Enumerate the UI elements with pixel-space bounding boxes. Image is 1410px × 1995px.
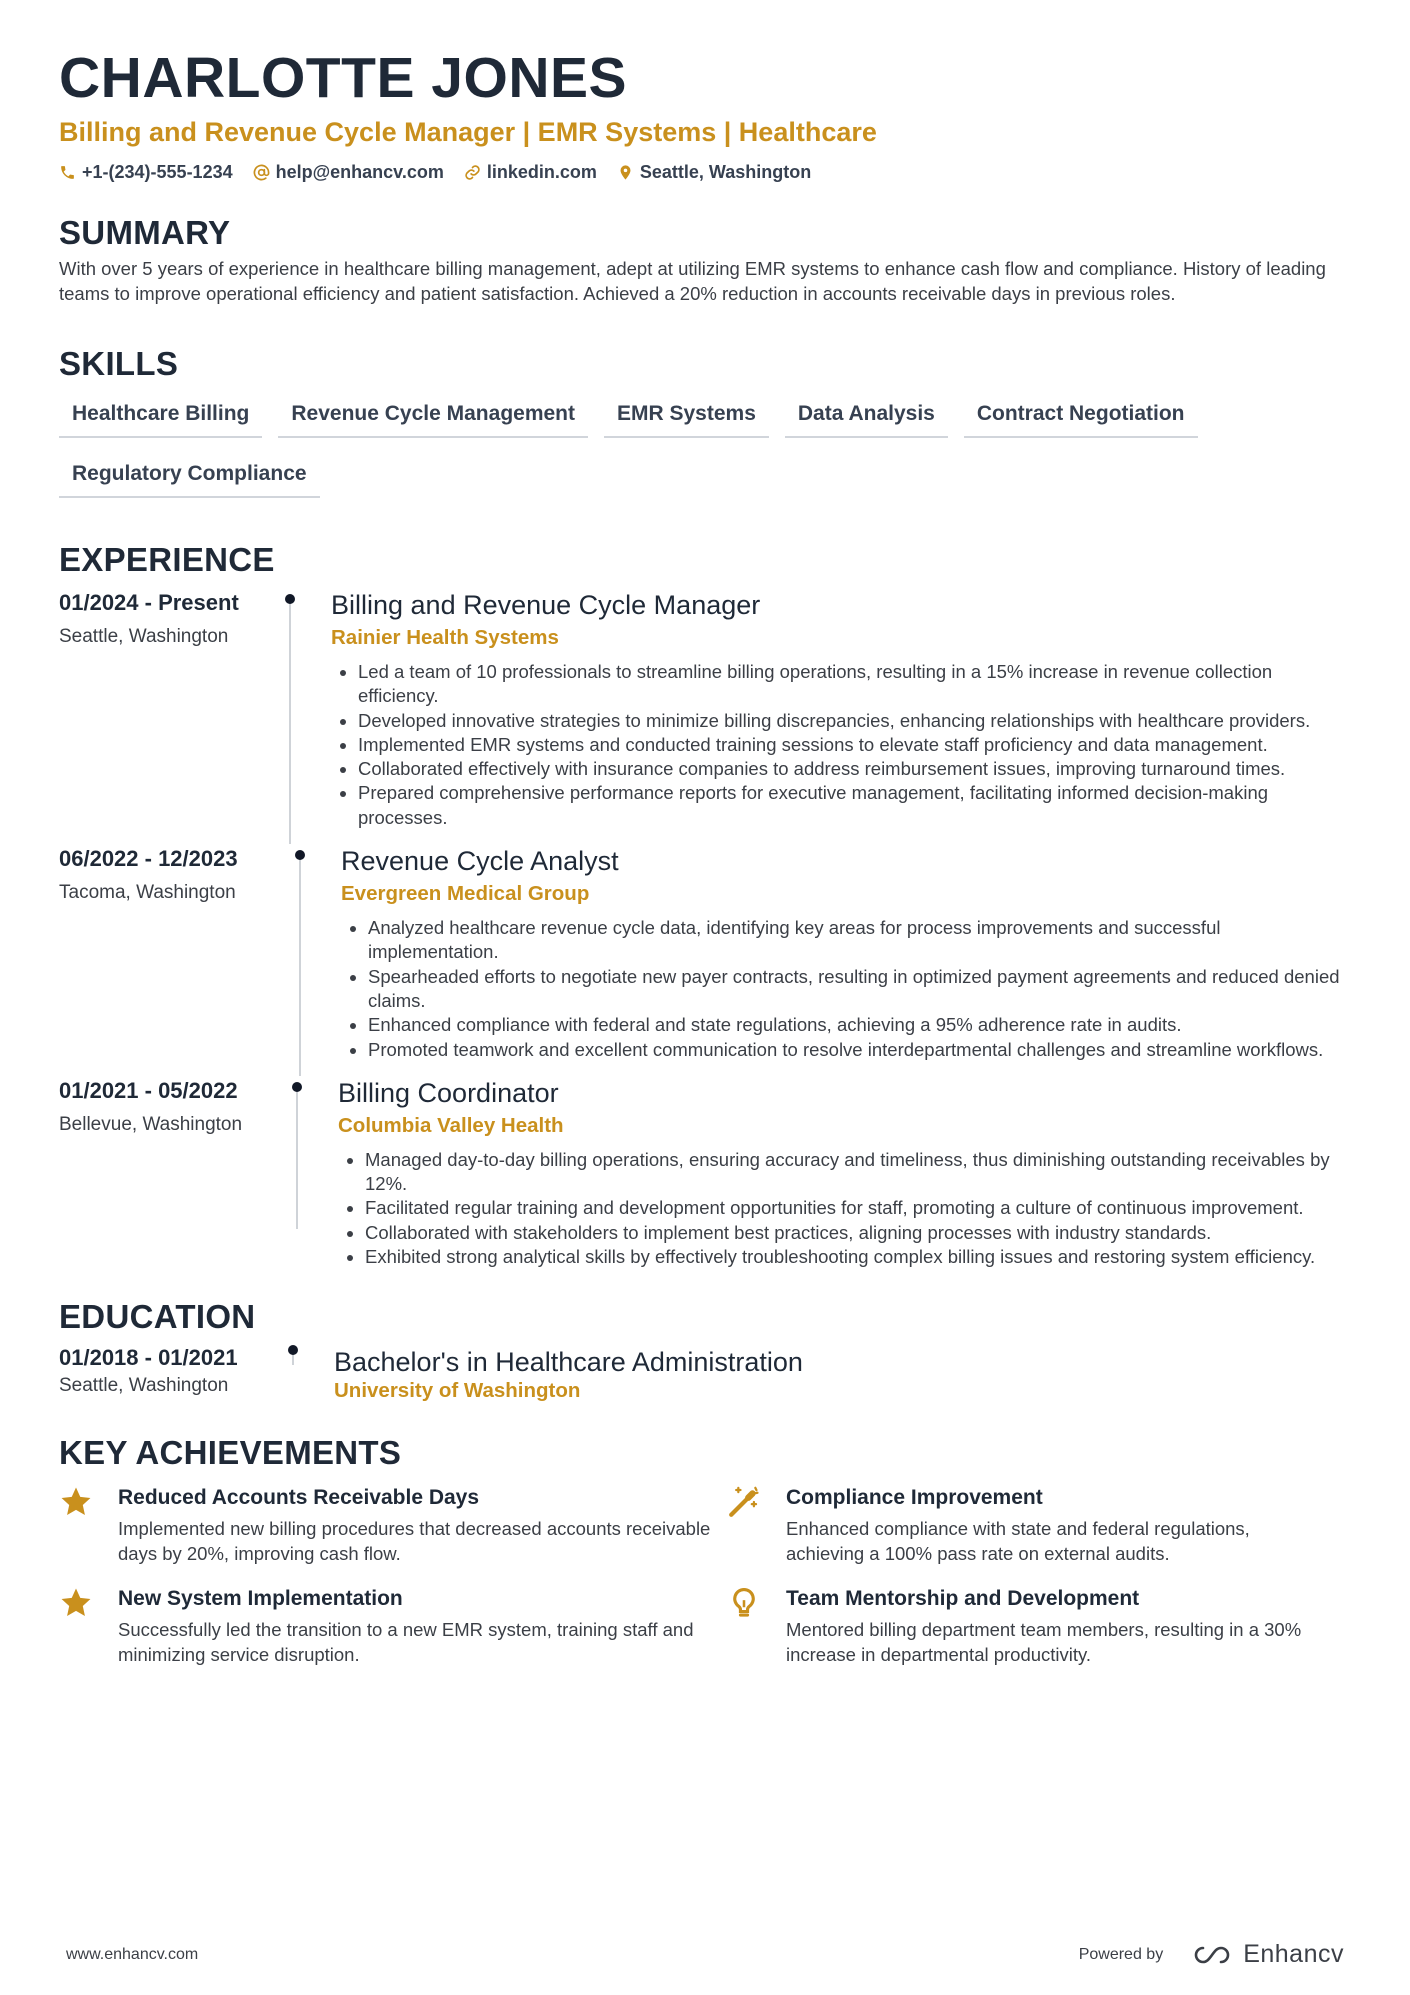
bullet-item: • Implemented EMR systems and conducted training sessions to elevate staff proficiency and data management.	[358, 733, 1352, 757]
experience-role: Billing Coordinator	[338, 1077, 559, 1108]
contact-location	[617, 162, 811, 183]
achievement-item	[727, 1483, 1327, 1566]
bullet-item: • Exhibited strong analytical skills by effectively troubleshooting complex billing issues and restoring system efficiency.	[365, 1245, 1352, 1269]
experience-date: 01/2024 - Present	[59, 590, 239, 615]
lightbulb-icon	[727, 1586, 761, 1620]
experience-list	[59, 588, 1352, 1269]
star-icon	[59, 1586, 93, 1620]
experience-role: Revenue Cycle Analyst	[341, 846, 619, 877]
experience-role: Billing and Revenue Cycle Manager	[331, 590, 761, 620]
experience-entry	[59, 1076, 1352, 1269]
footer-website[interactable]: www.enhancv.com	[66, 1945, 199, 1963]
skill-tag: Contract Negotiation	[964, 392, 1198, 438]
experience-location: Bellevue, Washington	[59, 1113, 243, 1135]
summary-text: With over 5 years of experience in healthcare billing management, adept at utilizing EMR systems to enhance cash flow and compliance. History of leading teams to improve operational efficiency and patient satisfaction. Achieved a 20% reduction in accounts receivable days in previous roles.	[59, 258, 1326, 304]
contact-email[interactable]	[253, 162, 444, 183]
skill-tag: Revenue Cycle Management	[278, 392, 588, 438]
experience-company: Columbia Valley Health	[338, 1113, 564, 1137]
timeline-dot	[292, 1082, 302, 1092]
location-pin-icon	[617, 164, 634, 181]
bullet-item: • Collaborated with stakeholders to implement best practices, aligning processes with industry standards.	[365, 1221, 1352, 1245]
experience-location: Seattle, Washington	[59, 626, 229, 647]
skills-heading: SKILLS	[59, 345, 179, 382]
powered-by-label: Powered by	[1078, 1945, 1164, 1963]
experience-company: Evergreen Medical Group	[341, 882, 590, 906]
achievement-title: New System Implementation	[118, 1587, 403, 1611]
timeline-dot	[285, 594, 295, 604]
enhancv-logo[interactable]	[1189, 1940, 1344, 1969]
achievement-title: Team Mentorship and Development	[786, 1587, 1140, 1611]
contact-phone	[59, 162, 233, 183]
skill-tag: EMR Systems	[604, 392, 769, 438]
timeline	[296, 1076, 298, 1269]
bullet-item: • Managed day-to-day billing operations, ensuring accuracy and timeliness, thus diminishing outstanding receivables by 12%.	[365, 1148, 1352, 1197]
enhancv-logo-icon	[1189, 1943, 1235, 1967]
headline: Billing and Revenue Cycle Manager | EMR Systems | Healthcare	[59, 117, 877, 147]
achievements-heading: KEY ACHIEVEMENTS	[59, 1434, 402, 1472]
bullet-item: • Facilitated regular training and development opportunities for staff, promoting a culture of continuous improvement.	[365, 1196, 1352, 1220]
bullet-item: • Prepared comprehensive performance reports for executive management, facilitating informed decision-making processes.	[358, 781, 1352, 830]
footer	[66, 1940, 1344, 1969]
education-school: University of Washington	[334, 1379, 581, 1403]
achievement-description: Successfully led the transition to a new EMR system, training staff and minimizing service disruption.	[118, 1619, 694, 1665]
achievement-item	[59, 1483, 727, 1566]
experience-location: Tacoma, Washington	[59, 882, 236, 904]
at-icon	[253, 164, 270, 181]
skill-tag: Healthcare Billing	[59, 392, 262, 438]
contact-phone-text: +1-(234)-555-1234	[82, 162, 233, 182]
contact-linkedin-text: linkedin.com	[486, 162, 597, 182]
achievement-description: Implemented new billing procedures that decreased accounts receivable days by 20%, improving cash flow.	[118, 1518, 711, 1564]
bullet-item: • Developed innovative strategies to minimize billing discrepancies, enhancing relationships with healthcare providers.	[358, 709, 1352, 733]
timeline	[299, 844, 301, 1076]
timeline	[289, 588, 291, 844]
bullet-item: • Enhanced compliance with federal and state regulations, achieving a 95% adherence rate in audits.	[368, 1013, 1352, 1037]
skills-list	[59, 392, 1309, 498]
experience-bullets	[331, 660, 1352, 830]
education-heading: EDUCATION	[59, 1298, 256, 1336]
education-location: Seattle, Washington	[59, 1375, 229, 1397]
contact-location-text: Seattle, Washington	[639, 162, 812, 182]
education-date: 01/2018 - 01/2021	[59, 1345, 238, 1371]
achievement-title: Compliance Improvement	[786, 1486, 1043, 1510]
bullet-item: • Collaborated effectively with insurance companies to address reimbursement issues, improving turnaround times.	[358, 757, 1352, 781]
bullet-item: • Analyzed healthcare revenue cycle data, identifying key areas for process improvements and successful implementation.	[368, 916, 1352, 965]
skill-tag: Regulatory Compliance	[59, 452, 320, 498]
experience-bullets	[338, 1148, 1352, 1269]
bullet-item: • Spearheaded efforts to negotiate new payer contracts, resulting in optimized payment agreements and reduced denied claims.	[368, 965, 1352, 1014]
experience-bullets	[341, 916, 1352, 1062]
contact-linkedin[interactable]	[464, 162, 597, 183]
enhancv-logo-text: Enhancv	[1243, 1940, 1344, 1968]
phone-icon	[59, 164, 76, 181]
candidate-name: CHARLOTTE JONES	[59, 46, 628, 110]
experience-entry	[59, 844, 1352, 1076]
experience-entry	[59, 588, 1352, 844]
experience-heading: EXPERIENCE	[59, 541, 275, 578]
bullet-item: • Promoted teamwork and excellent communication to resolve interdepartmental challenges and streamline workflows.	[368, 1038, 1352, 1062]
education-degree: Bachelor's in Healthcare Administration	[334, 1347, 803, 1378]
achievement-description: Mentored billing department team members, resulting in a 30% increase in departmental productivity.	[786, 1619, 1302, 1665]
contact-bar	[59, 162, 1352, 183]
achievement-item	[727, 1584, 1327, 1667]
contact-email-text: help@enhancv.com	[275, 162, 444, 182]
bullet-item: • Led a team of 10 professionals to streamline billing operations, resulting in a 15% increase in revenue collection efficiency.	[358, 660, 1352, 709]
skill-tag: Data Analysis	[785, 392, 948, 438]
experience-company: Rainier Health Systems	[331, 626, 559, 649]
education-entry	[59, 1343, 1352, 1403]
achievement-item	[59, 1584, 727, 1667]
experience-date: 06/2022 - 12/2023	[59, 846, 238, 872]
timeline	[292, 1343, 294, 1403]
experience-date: 01/2021 - 05/2022	[59, 1077, 238, 1103]
achievement-title: Reduced Accounts Receivable Days	[118, 1486, 480, 1510]
summary-heading: SUMMARY	[59, 214, 231, 251]
achievement-description: Enhanced compliance with state and federal regulations, achieving a 100% pass rate on external audits.	[786, 1518, 1250, 1564]
link-icon	[464, 164, 481, 181]
magic-wand-icon	[727, 1485, 761, 1519]
star-icon	[59, 1485, 93, 1519]
powered-by	[1079, 1940, 1344, 1969]
achievements-grid	[59, 1483, 1352, 1667]
